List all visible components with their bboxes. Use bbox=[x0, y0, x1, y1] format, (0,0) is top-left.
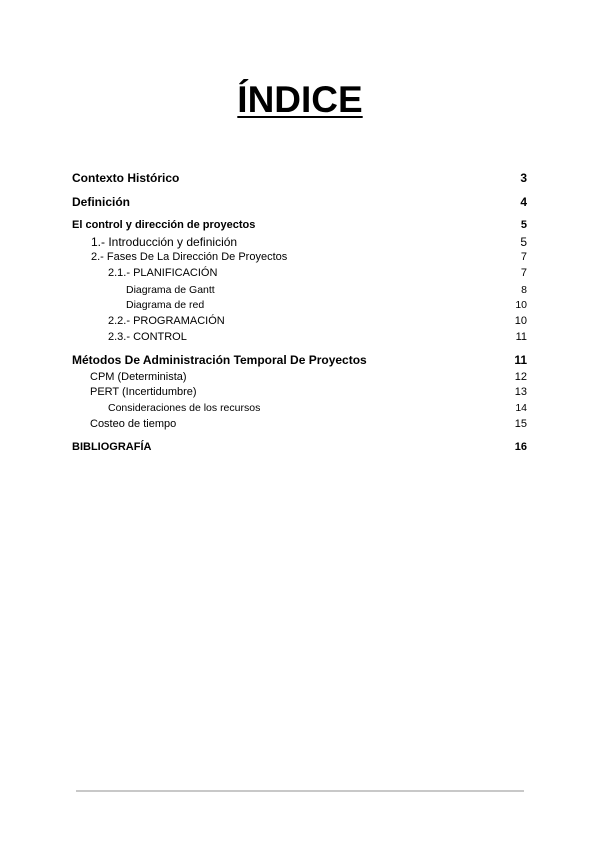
toc-entry-label: 1.- Introducción y definición bbox=[91, 235, 238, 249]
toc-entry-label: CPM (Determinista) bbox=[90, 371, 187, 383]
toc-entry-label: BIBLIOGRAFÍA bbox=[72, 441, 152, 453]
toc-entry-page: 11 bbox=[515, 331, 527, 343]
toc-entry-page: 7 bbox=[520, 267, 527, 279]
toc-entry-label: 2.1.- PLANIFICACIÓN bbox=[108, 267, 218, 279]
toc-entry[interactable] bbox=[72, 251, 527, 263]
toc-entry-page: 5 bbox=[520, 235, 527, 249]
toc-entry-label: Consideraciones de los recursos bbox=[108, 402, 261, 414]
toc-entry-label: Métodos De Administración Temporal De Proyectos bbox=[72, 353, 367, 367]
toc-entry-label: 2.3.- CONTROL bbox=[108, 331, 187, 343]
toc-entry[interactable] bbox=[72, 331, 527, 343]
toc-entry-label: 2.- Fases De La Dirección De Proyectos bbox=[91, 251, 288, 263]
toc-entry[interactable] bbox=[72, 219, 527, 231]
toc-entry-page: 10 bbox=[515, 299, 527, 311]
toc-entry[interactable] bbox=[72, 284, 527, 296]
toc-entry-page: 14 bbox=[515, 402, 527, 414]
toc-entry[interactable] bbox=[72, 235, 527, 249]
toc-entry-page: 4 bbox=[520, 195, 527, 209]
toc-entry-label: Costeo de tiempo bbox=[90, 418, 177, 430]
toc-entry-page: 5 bbox=[520, 219, 527, 231]
toc-entry[interactable] bbox=[72, 402, 527, 414]
toc-entry-page: 16 bbox=[514, 441, 527, 453]
page-title: ÍNDICE bbox=[237, 79, 363, 120]
toc-entry-label: El control y dirección de proyectos bbox=[72, 219, 256, 231]
footer-divider bbox=[76, 790, 524, 792]
toc-entry[interactable] bbox=[72, 441, 527, 453]
toc-entry[interactable] bbox=[72, 315, 527, 327]
toc-entry-label: Diagrama de Gantt bbox=[126, 284, 215, 296]
toc-entry-label: Definición bbox=[72, 195, 131, 209]
toc-entry-label: PERT (Incertidumbre) bbox=[90, 386, 197, 398]
toc-entry[interactable] bbox=[72, 267, 527, 279]
toc-entry[interactable] bbox=[72, 418, 527, 430]
toc-entry-page: 7 bbox=[520, 251, 527, 263]
toc-entry[interactable] bbox=[72, 299, 527, 311]
toc-entry-label: 2.2.- PROGRAMACIÓN bbox=[108, 315, 225, 327]
toc-entry-page: 13 bbox=[514, 386, 527, 398]
toc-entry-label: Contexto Histórico bbox=[72, 171, 180, 185]
toc-entry[interactable] bbox=[72, 353, 527, 367]
toc-entry-page: 3 bbox=[520, 171, 527, 185]
toc-entry-page: 15 bbox=[514, 418, 527, 430]
toc-entry[interactable] bbox=[72, 171, 527, 185]
toc-entry-page: 8 bbox=[521, 284, 527, 296]
toc-entry[interactable] bbox=[72, 195, 527, 209]
toc-entry-page: 10 bbox=[514, 315, 527, 327]
toc-entry-page: 11 bbox=[514, 353, 527, 367]
toc-entry-label: Diagrama de red bbox=[126, 299, 205, 311]
toc-entry[interactable] bbox=[72, 371, 527, 383]
toc-entry-page: 12 bbox=[514, 371, 527, 383]
toc-entry[interactable] bbox=[72, 386, 527, 398]
